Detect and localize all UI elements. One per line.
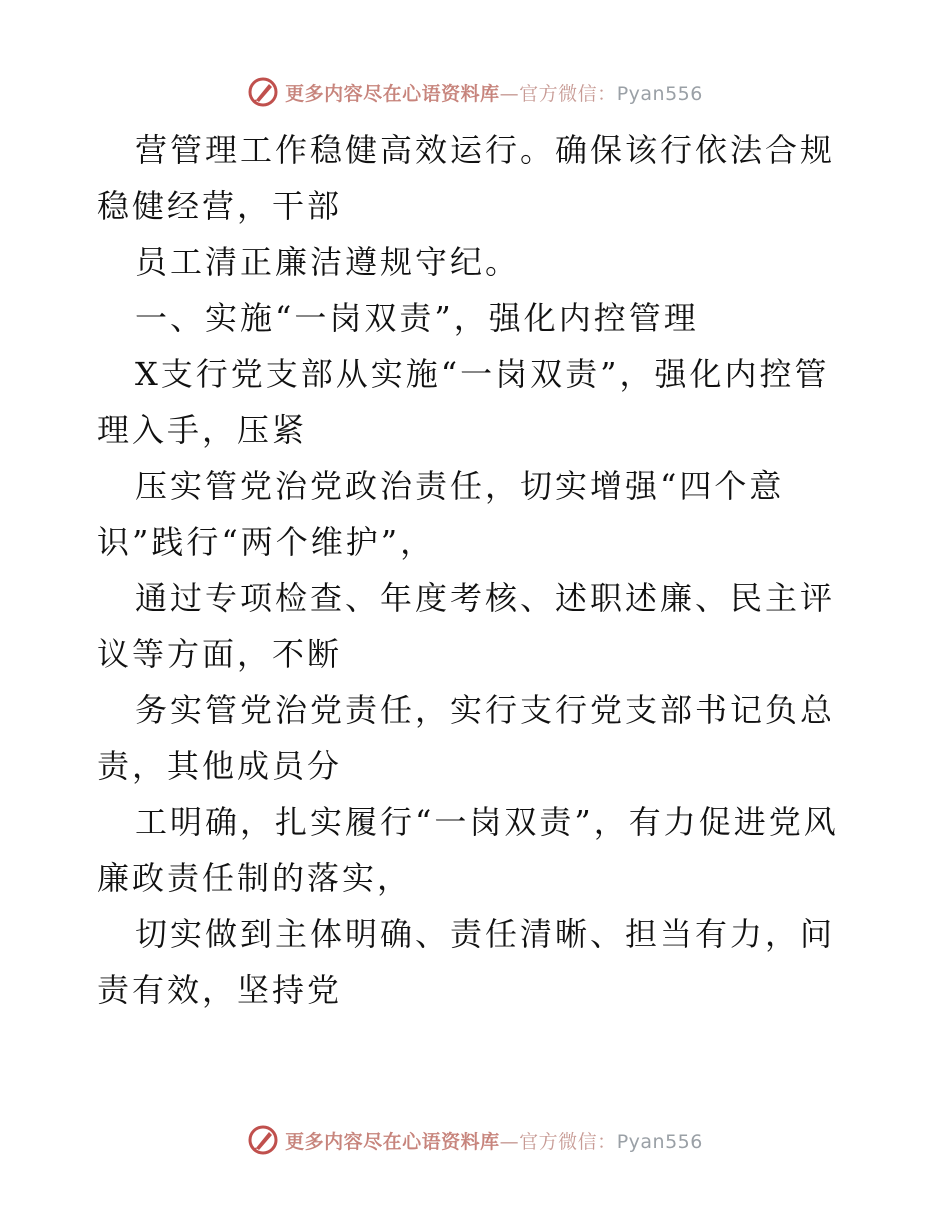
paragraph-5: 压实管党治党政治责任，切实增强“四个意识”践行“两个维护”，	[97, 467, 785, 561]
paragraph-9: 切实做到主体明确、责任清晰、担当有力，问责有效，坚持党	[97, 915, 836, 1009]
watermark-separator: —	[499, 1130, 520, 1153]
watermark-brand: 更多内容尽在心语资料库	[285, 1130, 500, 1153]
section-heading: 一、实施“一岗双责”，强化内控管理	[135, 299, 699, 337]
watermark-wechat-label: 官方微信：	[519, 1130, 617, 1153]
watermark-wechat-id: Pyan556	[616, 1130, 703, 1153]
document-body	[97, 122, 857, 1018]
paragraph-6: 通过专项检查、年度考核、述职述廉、民主评议等方面，不断	[97, 579, 836, 673]
footer-watermark	[0, 1120, 950, 1160]
watermark-separator: —	[499, 82, 520, 105]
paragraph-7: 务实管党治党责任，实行支行党支部书记负总责，其他成员分	[97, 691, 836, 785]
paragraph-8: 工明确，扎实履行“一岗双责”，有力促进党风廉政责任制的落实，	[97, 803, 839, 897]
watermark-text	[285, 79, 703, 106]
paragraph-1: 营管理工作稳健高效运行。确保该行依法合规稳健经营，干部	[97, 131, 836, 225]
watermark-brand: 更多内容尽在心语资料库	[285, 82, 500, 105]
watermark-wechat-id: Pyan556	[616, 82, 703, 105]
header-watermark	[0, 72, 950, 112]
paragraph-4: X支行党支部从实施“一岗双责”，强化内控管理入手，压紧	[97, 355, 830, 449]
watermark-wechat-label: 官方微信：	[519, 82, 617, 105]
quill-logo-icon	[247, 76, 279, 108]
paragraph-2: 员工清正廉洁遵规守纪。	[135, 243, 521, 281]
quill-logo-icon	[247, 1124, 279, 1156]
watermark-text	[285, 1127, 703, 1154]
